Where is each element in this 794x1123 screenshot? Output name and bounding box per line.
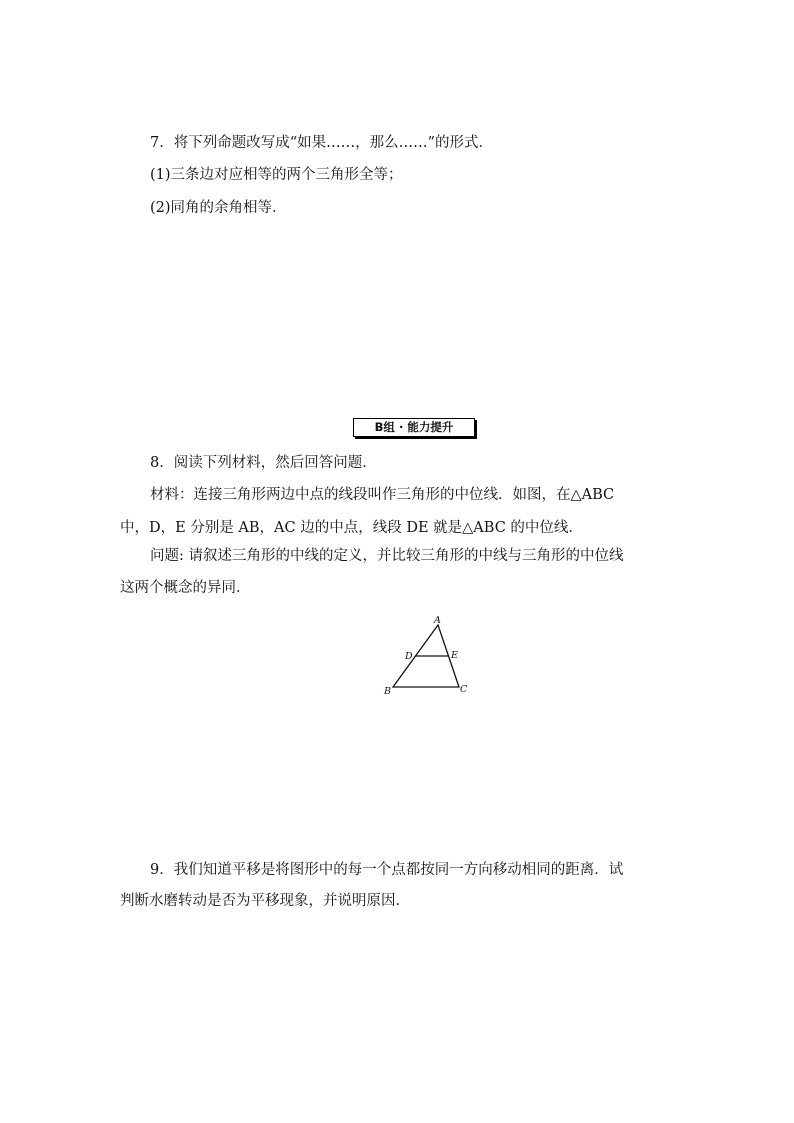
question-8-material-line-1: 材料：连接三角形两边中点的线段叫作三角形的中位线．如图，在△ABC [150,487,615,503]
question-8-question-line-1: 问题: 请叙述三角形的中线的定义，并比较三角形的中线与三角形的中位线 [150,548,624,564]
question-9-line-1: 9．我们知道平移是将图形中的每一个点都按同一方向移动相同的距离．试 [150,862,624,878]
question-8-stem: 8．阅读下列材料，然后回答问题． [150,455,377,471]
question-8-material-line-2: 中，D，E 分别是 AB，AC 边的中点，线段 DE 就是△ABC 的中位线． [120,520,583,536]
label-a: A [434,615,441,626]
label-c: C [460,684,468,695]
question-8-question-line-2: 这两个概念的异同． [120,580,251,596]
label-b: B [384,686,391,697]
label-d: D [405,651,413,662]
question-7-part-1: (1)三条边对应相等的两个三角形全等； [150,167,403,183]
question-7-part-2: (2)同角的余角相等． [150,200,287,216]
label-e: E [451,650,458,661]
triangle-abc-figure [375,608,475,698]
question-7-stem: 7．将下列命题改写成“如果……，那么……”的形式． [150,135,494,151]
question-9-line-2: 判断水磨转动是否为平移现象，并说明原因． [120,893,410,909]
section-title: B组 · 能力提升 [353,418,475,437]
